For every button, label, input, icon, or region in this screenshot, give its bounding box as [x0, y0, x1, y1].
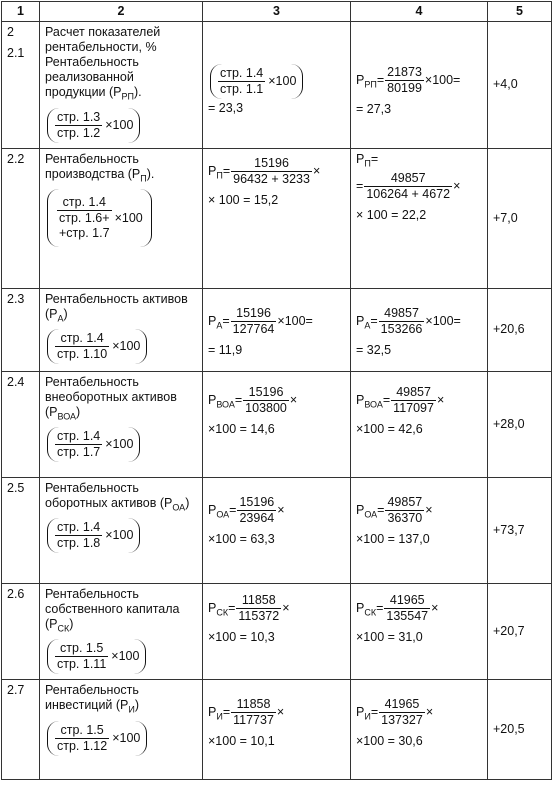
indicator-name: Рентабельность оборотных активов $(Р_{ОА})$ $\frac{\text{стр. 1.4}}{\text{стр. 1.8}}$ ×100	[40, 477, 203, 583]
calc-report-period: $Р_П=$ = $\frac{49857}{106264 + 4672}$ × × 100 = 22,2	[351, 148, 488, 288]
calc-report-period: $Р_{РП}=$ $\frac{21873}{80199}$ ×100= = 27,3	[351, 22, 488, 149]
calc-report-period: $Р_И=$ $\frac{41965}{137327}$ × ×100 = 30,6	[351, 680, 488, 780]
row-number: 2 2.1	[2, 22, 40, 149]
table-row	[2, 288, 552, 371]
formula: $\frac{\text{стр. 1.5}}{\text{стр. 1.11}}$ ×100	[45, 636, 197, 676]
header-cell: 4	[351, 2, 488, 22]
calc-base-period: $Р_{СК}=$ $\frac{11858}{115372}$ × ×100 = 10,3	[203, 583, 351, 680]
row-number: 2.3	[2, 288, 40, 371]
calc-base-period: $Р_{ВОА}=$ $\frac{15196}{103800}$ × ×100 = 14,6	[203, 371, 351, 477]
table-row	[2, 477, 552, 583]
formula: $\frac{\text{стр. 1.3}}{\text{стр. 1.2}}$ ×100	[45, 105, 197, 145]
indicator-name: Рентабельность производства $(Р_П)$. стр. 1.4 стр. 1.6+ +стр. 1.7 ×100	[40, 148, 203, 288]
change-value: +7,0	[488, 148, 552, 288]
header-cell: 1	[2, 2, 40, 22]
row-number: 2.6	[2, 583, 40, 680]
row-number: 2.4	[2, 371, 40, 477]
change-value: +20,7	[488, 583, 552, 680]
indicator-name: Расчет показателей рентабельности, % Рентабельность реализованной продукции $(Р_{РП})$. $\frac{\text{стр. 1.3}}{\text{стр. 1.2}}$ ×100	[40, 22, 203, 149]
row-number: 2.5	[2, 477, 40, 583]
change-value: +28,0	[488, 371, 552, 477]
table-row	[2, 148, 552, 288]
indicator-name: Рентабельность активов $(Р_А)$ $\frac{\text{стр. 1.4}}{\text{стр. 1.10}}$ ×100	[40, 288, 203, 371]
calc-base-period: $Р_{ОА}=$ $\frac{15196}{23964}$ × ×100 = 63,3	[203, 477, 351, 583]
formula: стр. 1.4 стр. 1.6+ +стр. 1.7 ×100	[45, 186, 197, 249]
row-number: 2.7	[2, 680, 40, 780]
header-cell: 3	[203, 2, 351, 22]
indicator-name: Рентабельность собственного капитала $(Р_{СК})$ $\frac{\text{стр. 1.5}}{\text{стр. 1.11}}$ ×100	[40, 583, 203, 680]
table-row	[2, 22, 552, 149]
change-value: +73,7	[488, 477, 552, 583]
calc-report-period: $Р_А=$ $\frac{49857}{153266}$ ×100= = 32,5	[351, 288, 488, 371]
change-value: +20,5	[488, 680, 552, 780]
header-row	[2, 2, 552, 22]
calc-base-period: $Р_И=$ $\frac{11858}{117737}$ × ×100 = 10,1	[203, 680, 351, 780]
formula: $\frac{\text{стр. 1.5}}{\text{стр. 1.12}}$ ×100	[45, 718, 197, 758]
calc-base-period: $Р_П=$ $\frac{15196}{96432 + 3233}$ × × 100 = 15,2	[203, 148, 351, 288]
header-cell: 2	[40, 2, 203, 22]
formula: $\frac{\text{стр. 1.4}}{\text{стр. 1.7}}$ ×100	[45, 424, 197, 464]
change-value: +20,6	[488, 288, 552, 371]
row-number: 2.2	[2, 148, 40, 288]
indicator-name: Рентабельность инвестиций $(Р_И)$ $\frac{\text{стр. 1.5}}{\text{стр. 1.12}}$ ×100	[40, 680, 203, 780]
formula: $\frac{\text{стр. 1.4}}{\text{стр. 1.8}}$ ×100	[45, 515, 197, 555]
formula: $\frac{\text{стр. 1.4}}{\text{стр. 1.10}}$ ×100	[45, 326, 197, 366]
calc-report-period: $Р_{СК}=$ $\frac{41965}{135547}$ × ×100 = 31,0	[351, 583, 488, 680]
calc-base-period: $Р_А=$ $\frac{15196}{127764}$ ×100= = 11,9	[203, 288, 351, 371]
table-row	[2, 583, 552, 680]
calc-report-period: $Р_{ОА}=$ $\frac{49857}{36370}$ × ×100 = 137,0	[351, 477, 488, 583]
table-row	[2, 371, 552, 477]
table-row	[2, 680, 552, 780]
calc-base-period: $\frac{\text{стр. 1.4}}{\text{стр. 1.1}}$ ×100 = 23,3	[203, 22, 351, 149]
indicator-name: Рентабельность внеоборотных активов $(Р_{ВОА})$ $\frac{\text{стр. 1.4}}{\text{стр. 1.7}}$ ×100	[40, 371, 203, 477]
calc-report-period: $Р_{ВОА}=$ $\frac{49857}{117097}$ × ×100 = 42,6	[351, 371, 488, 477]
header-cell: 5	[488, 2, 552, 22]
change-value: +4,0	[488, 22, 552, 149]
profitability-table	[1, 1, 552, 780]
